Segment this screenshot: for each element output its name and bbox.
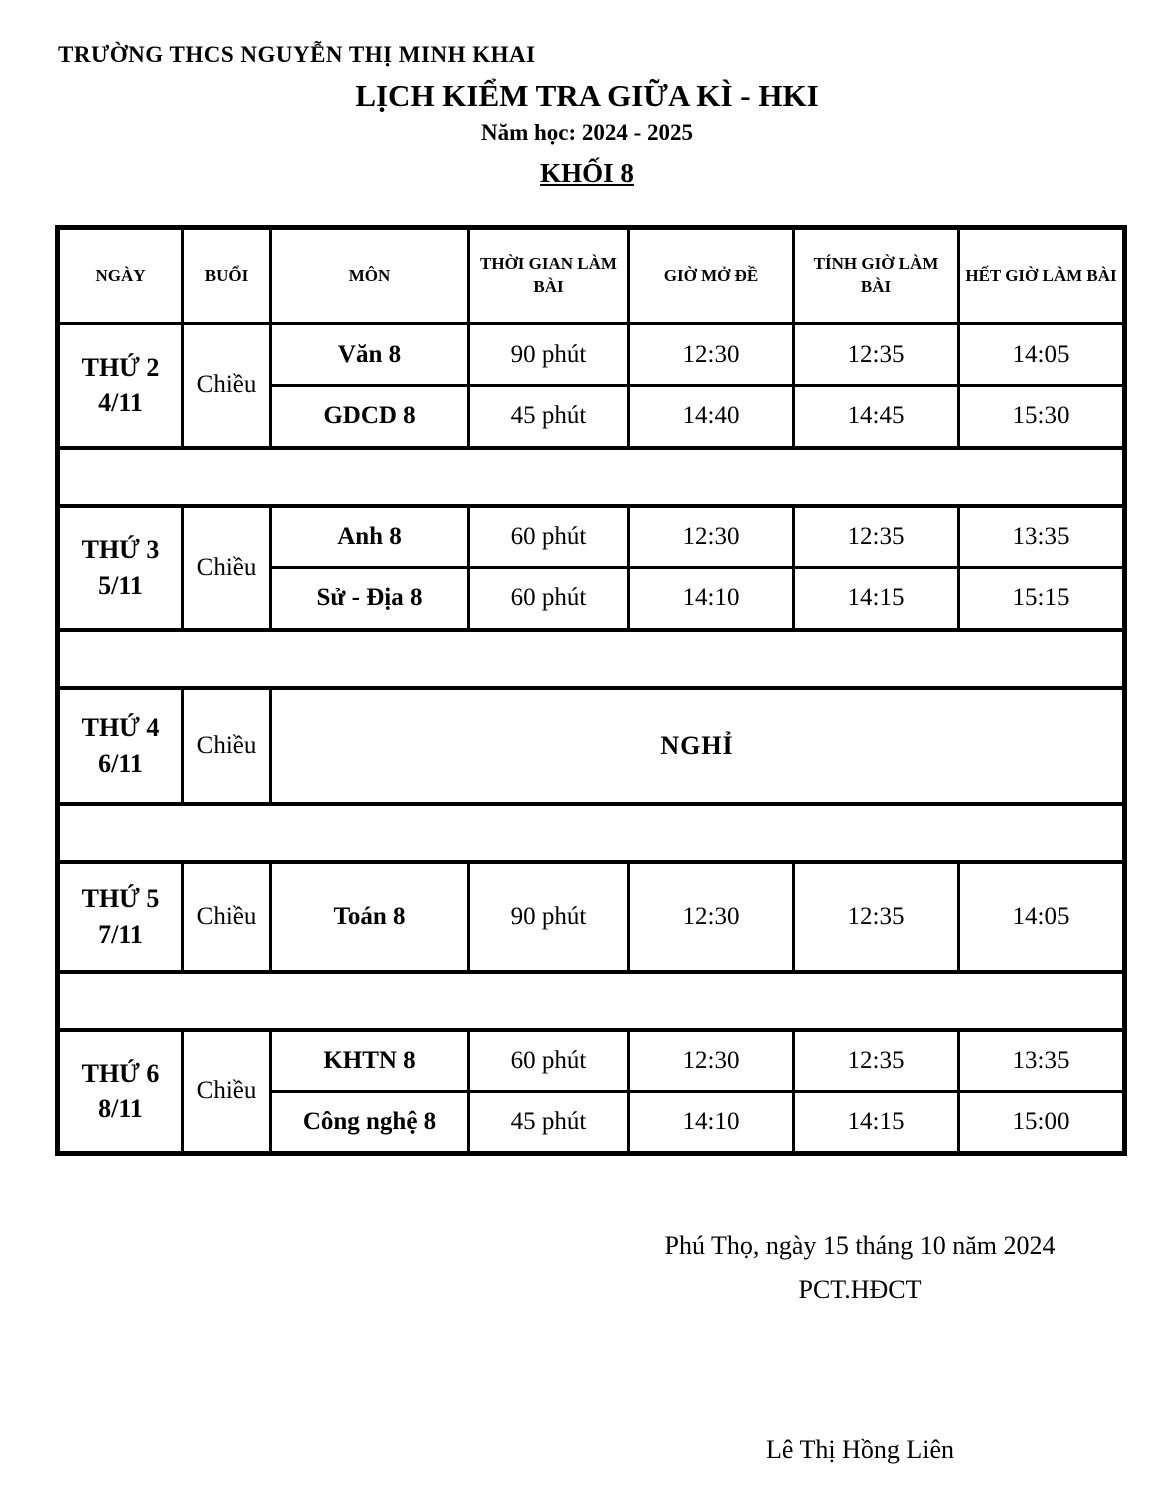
day-off-note-cell: NGHỈ: [271, 688, 1125, 804]
duration-cell: 60 phút: [469, 568, 629, 630]
start-time-cell: 12:35: [794, 324, 959, 386]
day-cell: [58, 688, 183, 804]
date-label: 6/11: [98, 748, 143, 778]
table-row: [58, 506, 1125, 568]
end-time-cell: 14:05: [959, 324, 1125, 386]
date-label: 8/11: [98, 1094, 143, 1124]
open-time-cell: 12:30: [629, 1030, 794, 1092]
day-label: THỨ 6: [81, 1059, 160, 1089]
subject-cell: Công nghệ 8: [271, 1092, 469, 1154]
end-time-cell: 13:35: [959, 506, 1125, 568]
duration-cell: 60 phút: [469, 1030, 629, 1092]
subject-cell: Anh 8: [271, 506, 469, 568]
open-time-cell: 12:30: [629, 324, 794, 386]
duration-cell: 90 phút: [469, 324, 629, 386]
subject-cell: Sử - Địa 8: [271, 568, 469, 630]
start-time-cell: 14:15: [794, 1092, 959, 1154]
open-time-cell: 14:40: [629, 386, 794, 448]
session-cell: Chiều: [183, 862, 271, 972]
start-time-cell: 14:45: [794, 386, 959, 448]
table-row: [58, 688, 1125, 804]
day-label: THỨ 2: [81, 353, 160, 383]
end-time-cell: 14:05: [959, 862, 1125, 972]
date-label: 5/11: [98, 570, 143, 600]
spacer-row: [58, 972, 1125, 1030]
duration-cell: 45 phút: [469, 1092, 629, 1154]
place-date: Phú Thọ, ngày 15 tháng 10 năm 2024: [664, 1231, 1056, 1260]
spacer-row: [58, 630, 1125, 688]
open-time-cell: 14:10: [629, 1092, 794, 1154]
table-row: [58, 1030, 1125, 1092]
session-cell: Chiều: [183, 324, 271, 448]
session-cell: Chiều: [183, 506, 271, 630]
grade-title: KHỐI 8: [540, 158, 634, 188]
day-cell: [58, 862, 183, 972]
spacer-cell: [58, 630, 1125, 688]
col-header-mon: MÔN: [271, 228, 469, 324]
subject-cell: KHTN 8: [271, 1030, 469, 1092]
col-header-buoi: BUỔI: [183, 228, 271, 324]
spacer-row: [58, 448, 1125, 506]
header-row: [58, 228, 1125, 324]
open-time-cell: 12:30: [629, 506, 794, 568]
end-time-cell: 15:15: [959, 568, 1125, 630]
signature-block: [580, 1230, 1140, 1467]
signer-title: PCT.HĐCT: [798, 1274, 922, 1304]
subject-cell: Văn 8: [271, 324, 469, 386]
spacer-cell: [58, 804, 1125, 862]
duration-cell: 90 phút: [469, 862, 629, 972]
page-title: LỊCH KIỂM TRA GIỮA KÌ - HKI: [355, 78, 819, 113]
day-label: THỨ 4: [81, 713, 160, 743]
date-label: 7/11: [98, 919, 143, 949]
day-cell: [58, 324, 183, 448]
table-row: [58, 862, 1125, 972]
start-time-cell: 12:35: [794, 506, 959, 568]
end-time-cell: 15:30: [959, 386, 1125, 448]
signer-name: Lê Thị Hồng Liên: [766, 1435, 954, 1464]
duration-cell: 45 phút: [469, 386, 629, 448]
open-time-cell: 12:30: [629, 862, 794, 972]
spacer-row: [58, 804, 1125, 862]
col-header-ngay: NGÀY: [58, 228, 183, 324]
start-time-cell: 14:15: [794, 568, 959, 630]
subject-cell: GDCD 8: [271, 386, 469, 448]
end-time-cell: 15:00: [959, 1092, 1125, 1154]
session-cell: Chiều: [183, 1030, 271, 1154]
col-header-thoi-gian: THỜI GIAN LÀM BÀI: [469, 228, 629, 324]
col-header-tinh-gio: TÍNH GIỜ LÀM BÀI: [794, 228, 959, 324]
session-cell: Chiều: [183, 688, 271, 804]
date-label: 4/11: [98, 388, 143, 418]
col-header-gio-mo-de: GIỜ MỞ ĐỀ: [629, 228, 794, 324]
spacer-cell: [58, 972, 1125, 1030]
open-time-cell: 14:10: [629, 568, 794, 630]
day-label: THỨ 5: [81, 884, 160, 914]
duration-cell: 60 phút: [469, 506, 629, 568]
table-row: [58, 324, 1125, 386]
spacer-cell: [58, 448, 1125, 506]
exam-schedule-table: [55, 225, 1127, 1156]
school-year: Năm học: 2024 - 2025: [480, 120, 694, 145]
end-time-cell: 13:35: [959, 1030, 1125, 1092]
start-time-cell: 12:35: [794, 1030, 959, 1092]
day-cell: [58, 1030, 183, 1154]
start-time-cell: 12:35: [794, 862, 959, 972]
day-label: THỨ 3: [81, 535, 160, 565]
subject-cell: Toán 8: [271, 862, 469, 972]
col-header-het-gio: HẾT GIỜ LÀM BÀI: [959, 228, 1125, 324]
day-cell: [58, 506, 183, 630]
school-name: TRƯỜNG THCS NGUYỄN THỊ MINH KHAI: [58, 42, 536, 67]
